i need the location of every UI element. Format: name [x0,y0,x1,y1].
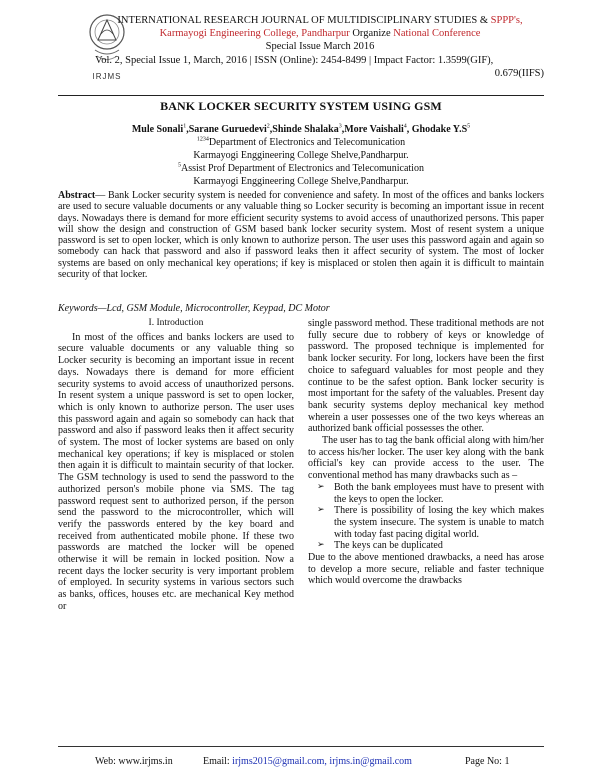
drawbacks-list [308,482,544,552]
list-item: ➢ The keys can be duplicated [334,540,544,552]
conference-line: Karmayogi Engineering College, Pandharpur Organize National Conference [159,28,481,39]
abstract-text: — Bank Locker security system is needed for convenience and safety. In most of the offices and banks lockers are used to secure valuable documents or any valuable thing so Locker security is becoming an important issue in recent days. Nowadays there is demand for more efficient security systems to avoid access of unauthorized persons. This paper will show the design and construction of GSM based bank locker security system. Most of resent system a unique password is set to open locker, which is only known to authorize person. The user uses this password again and again so somebody can hack that password and also if password leaks then it affect security of system. The most of locker systems are based on only mechanical key operations; if key is misplaced or stolen then again it is difficult to maintain security of that locker. [58,190,544,281]
affiliation-1: $^{1234}$Department of Electronics and Telecomunication [196,136,406,148]
header-rule [58,95,544,96]
affiliation-2: $^5$Assist Prof Department of Electronics and Telecomunication [178,162,424,174]
special-issue-line: Special Issue March 2016 [265,41,375,52]
section-heading: I. Introduction [148,318,204,328]
footer-rule [58,746,544,747]
author-name: Sarane Guruedevi [188,124,267,135]
list-item: ➢ Both the bank employees must have to present with the keys to open the locker. [334,482,544,505]
page-number: Page No: 1 [465,756,510,767]
keywords: Keywords—Lcd, GSM Module, Microcontroller, Keypad, DC Motor [58,303,330,314]
author-name: Ghodake Y.S [411,124,468,135]
volume-issn-line: Vol. 2, Special Issue 1, March, 2016 | ISSN (Online): 2454-8499 | Impact Factor: 1.3599(GIF), [95,55,494,66]
footer-web[interactable]: Web: www.irjms.in [95,756,173,767]
body-paragraph: single password method. These traditional methods are not fully secure due to robbery of keys or knowledge of password. The proposed technique is implemented for bank locker security. For long, lockers have been the first choice to safeguard valuables for most people and they continue to be the safest option. Bank locker security is most important for the safety of the valuables. Present day bank security systems deploy mechanical key method wherein a user possesses one of the two keys whereas an authorized bank official possesses the other. [308,318,544,435]
paper-title: BANK LOCKER SECURITY SYSTEM USING GSM [160,99,442,113]
journal-title-line: INTERNATIONAL RESEARCH JOURNAL OF MULTIDISCIPLINARY STUDIES & SPPP's, [117,15,523,26]
journal-header [0,0,600,100]
footer-email: Email: irjms2015@gmail.com, irjms.in@gmail.com [203,756,412,767]
abstract-label: Abstract [58,190,96,201]
left-column [58,318,294,613]
abstract [58,190,544,280]
body-paragraph: Due to the above mentioned drawbacks, a need has arose to develop a more secure, reliable and faster technique which would overcome the drawbacks [308,552,544,587]
author-name: Shinde Shalaka [272,124,339,135]
right-column [308,318,544,587]
affiliation-2-college: Karmayogi Enggineering College Shelve,Pandharpur. [193,176,409,187]
logo-text: IRJMS [92,72,122,81]
body-paragraph: The user has to tag the bank official along with him/her to access his/her locker. The user key along with the bank official's key can provide access to the user. The conventional method has many drawbacks such as – [308,435,544,482]
affiliation-1-college: Karmayogi Enggineering College Shelve,Pandharpur. [193,150,409,161]
footer-email-link[interactable]: irjms2015@gmail.com, irjms.in@gmail.com [232,756,412,767]
intro-paragraph: In most of the offices and banks lockers are used to secure valuable documents or any valuable thing so Locker security is becoming an important issue in recent days. Nowadays there is demand for more efficient security systems to avoid access of unauthorized persons. In resent system a unique password is set to open locker, which is only known to authorize person. The user uses this password again and again so somebody can hack that password and also if password leaks then it affect security of system. The most of locker systems are based on only mechanical key operations; if key is misplaced or stolen then again it is difficult to maintain security of that locker. The GSM technology is used to send the password to the authorized person's mobile phone via SMS. The tag password request sent to authorized person, if the person send the password to the microcontroller, which will verify the passwords entered by the key board and received from authenticated mobile phone. If these two passwords are matched the locker will be opened otherwise it will be remain in locked position. Now a recent days the locker security is very important problem of employed. In security systems in various sectors such as banks, offices, houses etc. are mechanical Key method or [58,331,294,612]
impact-factor-line: 0.679(IIFS) [494,68,544,79]
list-item: ➢ There is possibility of losing the key which makes the system insecure. The system is unable to match with today fast pacing digital world. [334,505,544,540]
author-name: Mule Sonali [131,124,184,135]
author-list: Mule Sonali$^1$,Sarane Guruedevi$^2$,Shinde Shalaka$^3$,More Vaishali$^4$, Ghodake $Y.S^5$ [131,123,471,135]
author-name: More Vaishali [344,124,404,135]
